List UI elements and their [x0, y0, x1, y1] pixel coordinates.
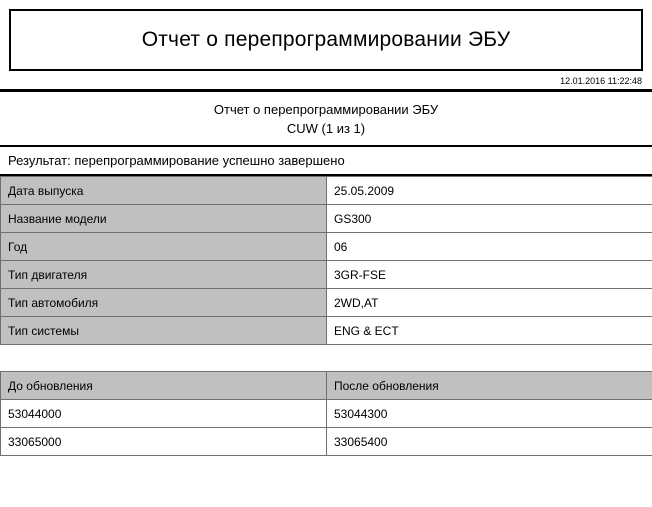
table-row	[1, 205, 652, 233]
info-value: ENG & ECT	[327, 317, 652, 345]
table-spacer	[0, 345, 652, 371]
info-value: GS300	[327, 205, 652, 233]
column-header-before: До обновления	[1, 372, 327, 400]
info-key: Тип двигателя	[1, 261, 327, 289]
info-value: 06	[327, 233, 652, 261]
table-row	[1, 317, 652, 345]
table-row	[1, 289, 652, 317]
page-title: Отчет о перепрограммировании ЭБУ	[142, 28, 511, 52]
table-row	[1, 400, 652, 428]
calibration-update-table	[0, 371, 652, 456]
report-heading-block	[0, 92, 652, 138]
report-page	[0, 9, 652, 507]
info-value: 2WD,AT	[327, 289, 652, 317]
report-subheading: CUW (1 из 1)	[0, 119, 652, 138]
result-status-text: Результат: перепрограммирование успешно завершено	[0, 147, 652, 174]
info-value: 25.05.2009	[327, 177, 652, 205]
table-row	[1, 177, 652, 205]
title-box	[9, 9, 643, 71]
info-key: Дата выпуска	[1, 177, 327, 205]
table-row	[1, 233, 652, 261]
before-value: 53044000	[1, 400, 327, 428]
after-value: 33065400	[327, 428, 652, 456]
info-key: Название модели	[1, 205, 327, 233]
timestamp: 12.01.2016 11:22:48	[560, 76, 642, 86]
after-value: 53044300	[327, 400, 652, 428]
column-header-after: После обновления	[327, 372, 652, 400]
info-value: 3GR-FSE	[327, 261, 652, 289]
info-key: Тип автомобиля	[1, 289, 327, 317]
table-header-row	[1, 372, 652, 400]
info-key: Год	[1, 233, 327, 261]
report-heading: Отчет о перепрограммировании ЭБУ	[0, 100, 652, 119]
table-row	[1, 261, 652, 289]
info-key: Тип системы	[1, 317, 327, 345]
vehicle-info-table	[0, 176, 652, 345]
before-value: 33065000	[1, 428, 327, 456]
timestamp-row	[0, 71, 652, 89]
table-row	[1, 428, 652, 456]
